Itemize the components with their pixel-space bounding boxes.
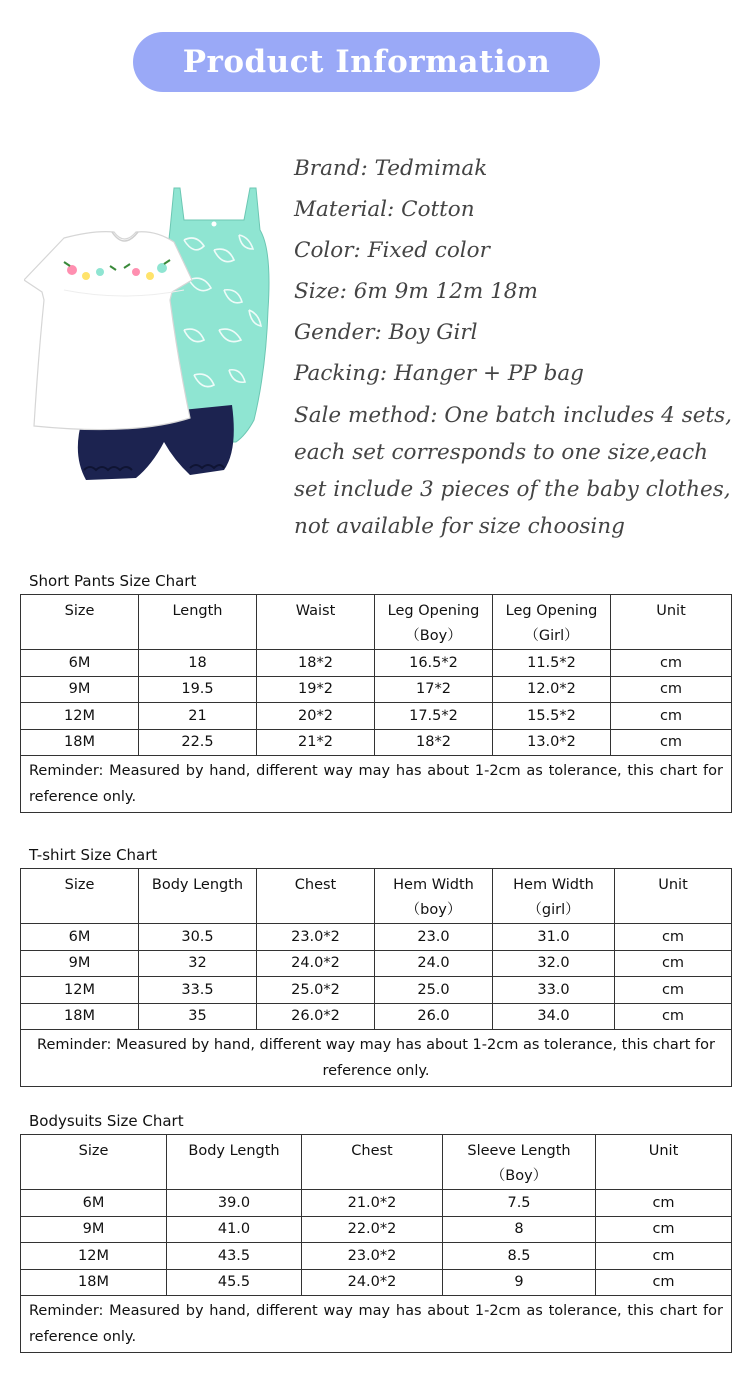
table-cell: 45.5 <box>167 1269 302 1296</box>
table-row <box>21 703 732 730</box>
brand-line: Brand: Tedmimak <box>294 156 488 181</box>
product-info <box>294 148 744 545</box>
table-cell: cm <box>615 977 732 1004</box>
table-cell: cm <box>615 1003 732 1030</box>
table-cell: cm <box>615 950 732 977</box>
table-cell: cm <box>596 1216 732 1243</box>
table-cell: 23.0*2 <box>257 924 375 951</box>
table-cell: 6M <box>21 650 139 677</box>
table-cell: 12M <box>21 977 139 1004</box>
table-cell: 11.5*2 <box>493 650 611 677</box>
table-row <box>21 1269 732 1296</box>
table-cell: 6M <box>21 924 139 951</box>
title-banner <box>133 32 600 92</box>
table-row <box>21 977 732 1004</box>
header-cell: Body Length <box>167 1135 302 1190</box>
short-pants-table <box>20 594 732 813</box>
table-cell: cm <box>596 1243 732 1270</box>
table-cell: 22.5 <box>139 729 257 756</box>
header-cell: Unit <box>596 1135 732 1190</box>
table-cell: 6M <box>21 1190 167 1217</box>
short-pants-caption: Short Pants Size Chart <box>29 572 197 590</box>
table-row <box>21 650 732 677</box>
table-cell: 12.0*2 <box>493 676 611 703</box>
table-cell: 12M <box>21 703 139 730</box>
product-photo <box>24 180 286 480</box>
table-row <box>21 1003 732 1030</box>
header-cell: Length <box>139 595 257 650</box>
header-cell: Waist <box>257 595 375 650</box>
table-cell: 18*2 <box>257 650 375 677</box>
reminder-text: Reminder: Measured by hand, different way may has about 1-2cm as tolerance, this chart for reference only. <box>21 756 732 813</box>
reminder-row <box>21 756 732 813</box>
packing-line: Packing: Hanger + PP bag <box>294 361 584 386</box>
table-cell: 9M <box>21 950 139 977</box>
header-cell: Size <box>21 595 139 650</box>
table-cell: 24.0*2 <box>257 950 375 977</box>
reminder-row <box>21 1030 732 1087</box>
tshirt-caption: T-shirt Size Chart <box>29 846 158 864</box>
table-row <box>21 1216 732 1243</box>
reminder-row <box>21 1296 732 1353</box>
table-header-row <box>21 595 732 650</box>
table-cell: cm <box>596 1269 732 1296</box>
table-cell: 23.0 <box>375 924 493 951</box>
material-line: Material: Cotton <box>294 197 475 222</box>
table-row <box>21 1243 732 1270</box>
table-cell: 9M <box>21 676 139 703</box>
table-cell: 21*2 <box>257 729 375 756</box>
table-cell: 34.0 <box>493 1003 615 1030</box>
table-row <box>21 950 732 977</box>
header-cell: Chest <box>302 1135 443 1190</box>
header-cell: Sleeve Length （Boy） <box>443 1135 596 1190</box>
table-cell: 20*2 <box>257 703 375 730</box>
table-cell: cm <box>615 924 732 951</box>
table-cell: 43.5 <box>167 1243 302 1270</box>
table-cell: 19*2 <box>257 676 375 703</box>
header-cell: Leg Opening （Boy） <box>375 595 493 650</box>
table-cell: 22.0*2 <box>302 1216 443 1243</box>
table-cell: 9M <box>21 1216 167 1243</box>
table-cell: 24.0*2 <box>302 1269 443 1296</box>
header-cell: Unit <box>615 869 732 924</box>
table-cell: 19.5 <box>139 676 257 703</box>
header-cell: Leg Opening （Girl） <box>493 595 611 650</box>
table-header-row <box>21 869 732 924</box>
table-cell: 25.0 <box>375 977 493 1004</box>
color-line: Color: Fixed color <box>294 238 490 263</box>
table-cell: 33.0 <box>493 977 615 1004</box>
table-cell: 7.5 <box>443 1190 596 1217</box>
table-cell: 9 <box>443 1269 596 1296</box>
table-cell: 32 <box>139 950 257 977</box>
table-cell: 15.5*2 <box>493 703 611 730</box>
tshirt-illustration <box>24 232 192 430</box>
reminder-text: Reminder: Measured by hand, different way may has about 1-2cm as tolerance, this chart for reference only. <box>21 1030 732 1087</box>
table-cell: cm <box>611 676 732 703</box>
table-cell: 39.0 <box>167 1190 302 1217</box>
bodysuits-table <box>20 1134 732 1353</box>
reminder-text: Reminder: Measured by hand, different way may has about 1-2cm as tolerance, this chart for reference only. <box>21 1296 732 1353</box>
table-cell: 17.5*2 <box>375 703 493 730</box>
bodysuits-caption: Bodysuits Size Chart <box>29 1112 184 1130</box>
header-cell: Hem Width （girl） <box>493 869 615 924</box>
table-cell: 8.5 <box>443 1243 596 1270</box>
table-row <box>21 924 732 951</box>
table-row <box>21 1190 732 1217</box>
table-cell: 18 <box>139 650 257 677</box>
banner-title: Product Information <box>182 44 551 80</box>
table-cell: cm <box>611 703 732 730</box>
table-cell: 35 <box>139 1003 257 1030</box>
table-cell: 17*2 <box>375 676 493 703</box>
header-cell: Size <box>21 1135 167 1190</box>
table-cell: 32.0 <box>493 950 615 977</box>
table-cell: 30.5 <box>139 924 257 951</box>
table-cell: cm <box>596 1190 732 1217</box>
table-row <box>21 676 732 703</box>
header-cell: Unit <box>611 595 732 650</box>
table-cell: 21 <box>139 703 257 730</box>
table-cell: 13.0*2 <box>493 729 611 756</box>
table-cell: cm <box>611 650 732 677</box>
table-cell: 18*2 <box>375 729 493 756</box>
table-cell: 31.0 <box>493 924 615 951</box>
tshirt-table <box>20 868 732 1087</box>
sale-method-line: Sale method: One batch includes 4 sets, each set corresponds to one size,each set include 3 pieces of the baby clothes, not available for size choosing <box>294 403 732 539</box>
header-cell: Body Length <box>139 869 257 924</box>
table-cell: 33.5 <box>139 977 257 1004</box>
size-line: Size: 6m 9m 12m 18m <box>294 279 538 304</box>
table-cell: 25.0*2 <box>257 977 375 1004</box>
table-cell: cm <box>611 729 732 756</box>
header-cell: Chest <box>257 869 375 924</box>
gender-line: Gender: Boy Girl <box>294 320 478 345</box>
table-cell: 41.0 <box>167 1216 302 1243</box>
table-cell: 12M <box>21 1243 167 1270</box>
table-row <box>21 729 732 756</box>
table-cell: 24.0 <box>375 950 493 977</box>
table-cell: 18M <box>21 1269 167 1296</box>
table-cell: 18M <box>21 729 139 756</box>
table-cell: 23.0*2 <box>302 1243 443 1270</box>
table-cell: 21.0*2 <box>302 1190 443 1217</box>
table-cell: 18M <box>21 1003 139 1030</box>
table-cell: 26.0*2 <box>257 1003 375 1030</box>
table-cell: 26.0 <box>375 1003 493 1030</box>
header-cell: Size <box>21 869 139 924</box>
header-cell: Hem Width （boy） <box>375 869 493 924</box>
table-cell: 16.5*2 <box>375 650 493 677</box>
table-header-row <box>21 1135 732 1190</box>
table-cell: 8 <box>443 1216 596 1243</box>
